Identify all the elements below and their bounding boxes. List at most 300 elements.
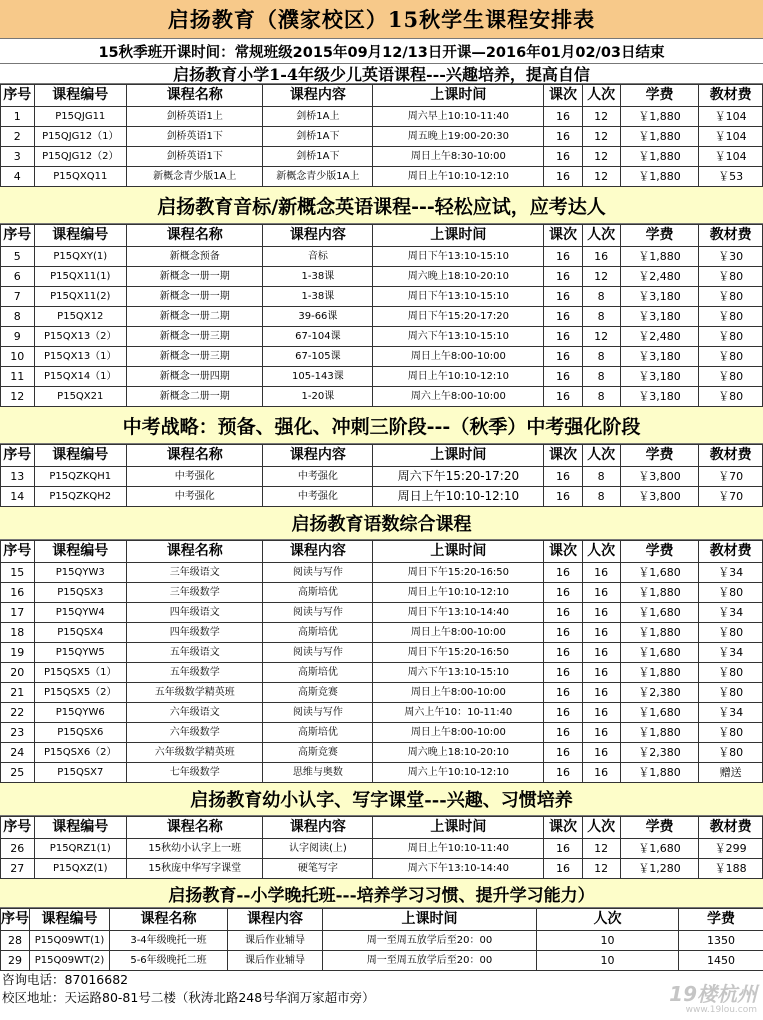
table-cell: 14 (1, 487, 35, 507)
table-cell: 16 (544, 367, 582, 387)
table-cell: 16 (582, 763, 620, 783)
table-row (1, 487, 763, 507)
table-cell: 周六晚上18:10-20:10 (373, 267, 544, 287)
table-cell: 8 (582, 387, 620, 407)
column-header: 课程编号 (34, 225, 127, 247)
column-header: 人次 (537, 909, 679, 931)
table-cell: 16 (544, 583, 582, 603)
table-cell: 3-4年级晚托一班 (110, 931, 228, 951)
table-cell: 10 (1, 347, 35, 367)
table-cell: ￥70 (699, 487, 763, 507)
column-header: 上课时间 (373, 541, 544, 563)
table-cell: 25 (1, 763, 35, 783)
table-cell: 105-143课 (263, 367, 373, 387)
table-cell: 新概念二册一期 (127, 387, 263, 407)
table-row (1, 931, 763, 951)
page-title: 启扬教育（濮家校区）15秋学生课程安排表 (0, 0, 763, 39)
table-cell: P15QSX5（1） (34, 663, 127, 683)
table-cell: ￥1,280 (620, 859, 699, 879)
table-cell: 16 (544, 487, 582, 507)
table-cell: 周一至周五放学后至20：00 (323, 951, 537, 971)
table-cell: 周日下午13:10-15:10 (373, 287, 544, 307)
table-cell: 5-6年级晚托二班 (110, 951, 228, 971)
table-cell: ￥80 (699, 743, 763, 763)
table-cell: 16 (544, 703, 582, 723)
table-cell: ￥80 (699, 583, 763, 603)
table-cell: 新概念一册一期 (127, 287, 263, 307)
column-header: 课程内容 (228, 909, 323, 931)
table-cell: P15QX13（2） (34, 327, 127, 347)
table-cell: 周六上午8:00-10:00 (373, 387, 544, 407)
table-cell: 阅读与写作 (263, 643, 373, 663)
table-cell: 周日下午15:20-17:20 (373, 307, 544, 327)
table-cell: ￥299 (699, 839, 763, 859)
table-cell: 8 (582, 307, 620, 327)
table-cell: 12 (582, 267, 620, 287)
table-cell: ￥1,880 (620, 663, 699, 683)
table-cell: 16 (544, 267, 582, 287)
column-header: 课程名称 (127, 817, 263, 839)
table-cell: ￥2,480 (620, 327, 699, 347)
table-cell: 3 (1, 147, 35, 167)
column-header: 人次 (582, 445, 620, 467)
table-cell: 16 (544, 603, 582, 623)
column-header: 课程名称 (127, 445, 263, 467)
table-cell: P15QXQ11 (34, 167, 127, 187)
column-header: 教材费 (699, 541, 763, 563)
table-cell: P15QX13（1） (34, 347, 127, 367)
table-cell: ￥80 (699, 723, 763, 743)
table-header-row (1, 85, 763, 107)
table-cell: ￥1,680 (620, 603, 699, 623)
watermark-logo (669, 982, 757, 1018)
table-cell: ￥1,880 (620, 623, 699, 643)
section-title: 启扬教育幼小认字、写字课堂---兴趣、习惯培养 (0, 783, 763, 816)
table-cell: 周六上午10：10-11:40 (373, 703, 544, 723)
table-cell: P15QSX3 (34, 583, 127, 603)
table-row (1, 623, 763, 643)
table-cell: ￥80 (699, 623, 763, 643)
table-cell: 周六晚上18:10-20:10 (373, 743, 544, 763)
table-cell: 1-38课 (263, 267, 373, 287)
table-cell: P15QJG11 (34, 107, 127, 127)
table-cell: ￥34 (699, 703, 763, 723)
table-row (1, 763, 763, 783)
table-cell: P15QX11(2) (34, 287, 127, 307)
table-cell: ￥3,180 (620, 287, 699, 307)
table-row (1, 663, 763, 683)
table-cell: 16 (582, 723, 620, 743)
table-cell: ￥1,880 (620, 147, 699, 167)
course-table (0, 444, 763, 507)
table-row (1, 167, 763, 187)
column-header: 教材费 (699, 445, 763, 467)
section-title: 启扬教育语数综合课程 (0, 507, 763, 540)
table-cell: 24 (1, 743, 35, 763)
table-cell: 高斯培优 (263, 723, 373, 743)
table-cell: 高斯培优 (263, 663, 373, 683)
table-cell: 2 (1, 127, 35, 147)
column-header: 人次 (582, 541, 620, 563)
table-cell: 7 (1, 287, 35, 307)
table-cell: 周日上午8:00-10:00 (373, 347, 544, 367)
table-cell: 20 (1, 663, 35, 683)
table-row (1, 723, 763, 743)
column-header: 人次 (582, 85, 620, 107)
column-header: 课程内容 (263, 85, 373, 107)
table-cell: P15QJG12（2） (34, 147, 127, 167)
table-cell: P15QRZ1(1) (34, 839, 127, 859)
table-cell: ￥2,380 (620, 683, 699, 703)
table-cell: 9 (1, 327, 35, 347)
table-cell: ￥1,880 (620, 247, 699, 267)
column-header: 学费 (620, 85, 699, 107)
table-cell: 周日下午13:10-14:40 (373, 603, 544, 623)
table-cell: 新概念青少版1A上 (127, 167, 263, 187)
course-table (0, 84, 763, 187)
table-cell: P15QYW6 (34, 703, 127, 723)
table-row (1, 307, 763, 327)
section-title: 启扬教育音标/新概念英语课程---轻松应试，应考达人 (0, 187, 763, 224)
table-cell: 新概念一册一期 (127, 267, 263, 287)
column-header: 上课时间 (373, 817, 544, 839)
table-cell: 21 (1, 683, 35, 703)
table-cell: P15QYW3 (34, 563, 127, 583)
table-cell: 16 (582, 623, 620, 643)
table-cell: 1350 (679, 931, 763, 951)
table-cell: ￥3,180 (620, 347, 699, 367)
table-row (1, 563, 763, 583)
table-cell: 17 (1, 603, 35, 623)
column-header: 学费 (620, 541, 699, 563)
column-header: 课次 (544, 817, 582, 839)
table-row (1, 603, 763, 623)
table-cell: 16 (544, 663, 582, 683)
table-cell: P15QSX5（2） (34, 683, 127, 703)
table-cell: 1-38课 (263, 287, 373, 307)
table-cell: 新概念一册二期 (127, 307, 263, 327)
table-cell: 8 (582, 487, 620, 507)
table-cell: 周日上午10:10-12:10 (373, 167, 544, 187)
table-cell: 12 (582, 127, 620, 147)
table-row (1, 643, 763, 663)
term-dates: 15秋季班开课时间：常规班级2015年09月12/13日开课—2016年01月02/03日结束 (0, 39, 763, 64)
table-cell: ￥3,180 (620, 387, 699, 407)
table-cell: 10 (537, 951, 679, 971)
table-cell: 1-20课 (263, 387, 373, 407)
table-cell: ￥80 (699, 663, 763, 683)
table-cell: 周日上午8:30-10:00 (373, 147, 544, 167)
column-header: 课程内容 (263, 817, 373, 839)
table-cell: 高斯培优 (263, 583, 373, 603)
table-cell: 16 (582, 703, 620, 723)
table-cell: P15QSX7 (34, 763, 127, 783)
column-header: 课程名称 (127, 225, 263, 247)
table-cell: 周日下午15:20-16:50 (373, 643, 544, 663)
table-cell: 8 (582, 367, 620, 387)
table-cell: 剑桥1A下 (263, 127, 373, 147)
table-row (1, 107, 763, 127)
table-cell: 12 (582, 327, 620, 347)
column-header: 课次 (544, 541, 582, 563)
table-cell: ￥104 (699, 127, 763, 147)
table-cell: 16 (544, 743, 582, 763)
table-cell: 1450 (679, 951, 763, 971)
table-cell: 四年级语文 (127, 603, 263, 623)
table-cell: 8 (582, 347, 620, 367)
table-cell: ￥80 (699, 327, 763, 347)
table-cell: ￥34 (699, 563, 763, 583)
table-cell: P15QXZ(1) (34, 859, 127, 879)
table-cell: 周六下午13:10-15:10 (373, 327, 544, 347)
table-cell: ￥104 (699, 147, 763, 167)
table-cell: 16 (544, 623, 582, 643)
table-cell: 29 (1, 951, 30, 971)
table-cell: 27 (1, 859, 35, 879)
table-cell: ￥70 (699, 467, 763, 487)
column-header: 课次 (544, 225, 582, 247)
column-header: 学费 (620, 225, 699, 247)
table-cell: ￥80 (699, 347, 763, 367)
column-header: 序号 (1, 225, 35, 247)
table-cell: ￥1,880 (620, 127, 699, 147)
column-header: 序号 (1, 85, 35, 107)
table-cell: 16 (544, 107, 582, 127)
table-cell: ￥34 (699, 643, 763, 663)
column-header: 上课时间 (323, 909, 537, 931)
table-cell: 中考强化 (263, 467, 373, 487)
column-header: 课程名称 (127, 541, 263, 563)
column-header: 课程名称 (127, 85, 263, 107)
table-row (1, 683, 763, 703)
table-cell: ￥1,680 (620, 839, 699, 859)
table-row (1, 347, 763, 367)
campus-address: 校区地址：天运路80-81号二楼（秋涛北路248号华润万家超市旁） (2, 990, 375, 1005)
course-sections (0, 64, 763, 879)
table-cell: 剑桥1A上 (263, 107, 373, 127)
table-row (1, 287, 763, 307)
table-cell: ￥80 (699, 387, 763, 407)
column-header: 课程编号 (34, 541, 127, 563)
column-header: 人次 (582, 225, 620, 247)
column-header: 学费 (620, 445, 699, 467)
watermark-url: www.19lou.com (685, 1005, 757, 1015)
column-header: 学费 (679, 909, 763, 931)
table-cell: 周六下午13:10-15:10 (373, 663, 544, 683)
table-cell: 16 (582, 583, 620, 603)
table-cell: P15QX14（1） (34, 367, 127, 387)
table-cell: 剑桥1A下 (263, 147, 373, 167)
table-cell: 19 (1, 643, 35, 663)
contact-phone: 咨询电话：87016682 (2, 972, 129, 987)
table-cell: 新概念一册三期 (127, 347, 263, 367)
table-cell: ￥3,180 (620, 367, 699, 387)
course-table (0, 540, 763, 783)
column-header: 课程编号 (34, 817, 127, 839)
table-cell: 5 (1, 247, 35, 267)
table-cell: 新概念一册四期 (127, 367, 263, 387)
table-cell: ￥80 (699, 267, 763, 287)
column-header: 序号 (1, 909, 30, 931)
table-cell: 28 (1, 931, 30, 951)
table-cell: 10 (537, 931, 679, 951)
table-cell: 新概念预备 (127, 247, 263, 267)
table-header-row (1, 445, 763, 467)
table-row (1, 743, 763, 763)
after-school-table (0, 908, 763, 971)
table-cell: 硬笔写字 (263, 859, 373, 879)
table-cell: 16 (582, 563, 620, 583)
table-cell: 中考强化 (127, 467, 263, 487)
course-table (0, 224, 763, 407)
table-cell: 22 (1, 703, 35, 723)
course-table (0, 816, 763, 879)
table-cell: P15QXY(1) (34, 247, 127, 267)
table-cell: 16 (582, 247, 620, 267)
table-cell: 五年级数学精英班 (127, 683, 263, 703)
table-cell: 16 (544, 127, 582, 147)
table-cell: ￥1,880 (620, 763, 699, 783)
table-cell: 23 (1, 723, 35, 743)
column-header: 序号 (1, 445, 35, 467)
table-row (1, 951, 763, 971)
table-cell: 12 (1, 387, 35, 407)
table-cell: 16 (544, 839, 582, 859)
table-cell: 12 (582, 147, 620, 167)
table-cell: ￥1,880 (620, 107, 699, 127)
table-cell: 16 (544, 147, 582, 167)
table-cell: P15QYW4 (34, 603, 127, 623)
table-cell: 16 (544, 247, 582, 267)
table-cell: ￥3,800 (620, 467, 699, 487)
section-title: 中考战略：预备、强化、冲刺三阶段---（秋季）中考强化阶段 (0, 407, 763, 444)
table-cell: P15QJG12（1） (34, 127, 127, 147)
table-cell: ￥1,680 (620, 563, 699, 583)
table-cell: 1 (1, 107, 35, 127)
table-cell: 音标 (263, 247, 373, 267)
table-cell: 26 (1, 839, 35, 859)
table-cell: P15QZKQH2 (34, 487, 127, 507)
table-cell: 18 (1, 623, 35, 643)
table-cell: 周六上午10:10-12:10 (373, 763, 544, 783)
column-header: 序号 (1, 817, 35, 839)
table-cell: 阅读与写作 (263, 703, 373, 723)
column-header: 教材费 (699, 85, 763, 107)
column-header: 学费 (620, 817, 699, 839)
table-cell: 4 (1, 167, 35, 187)
table-cell: 67-105课 (263, 347, 373, 367)
table-cell: 16 (544, 287, 582, 307)
table-cell: 16 (544, 307, 582, 327)
column-header: 课次 (544, 85, 582, 107)
table-cell: 周六下午15:20-17:20 (373, 467, 544, 487)
table-cell: 12 (582, 839, 620, 859)
table-cell: P15QX21 (34, 387, 127, 407)
table-cell: 课后作业辅导 (228, 931, 323, 951)
table-cell: P15QSX4 (34, 623, 127, 643)
table-cell: P15Q09WT(1) (30, 931, 110, 951)
table-cell: 六年级数学 (127, 723, 263, 743)
table-cell: 15 (1, 563, 35, 583)
column-header: 教材费 (699, 225, 763, 247)
table-cell: ￥1,680 (620, 703, 699, 723)
table-row (1, 267, 763, 287)
table-cell: 周日下午15:20-16:50 (373, 563, 544, 583)
table-cell: 16 (544, 327, 582, 347)
watermark-brand: 19楼杭州 (669, 982, 757, 1006)
table-cell: 67-104课 (263, 327, 373, 347)
section-title: 启扬教育小学1-4年级少儿英语课程---兴趣培养，提高自信 (0, 64, 763, 84)
column-header: 课次 (544, 445, 582, 467)
table-row (1, 703, 763, 723)
table-cell: 五年级语文 (127, 643, 263, 663)
column-header: 课程编号 (34, 445, 127, 467)
table-cell: ￥80 (699, 287, 763, 307)
table-cell: 六年级语文 (127, 703, 263, 723)
table-cell: P15QX11(1) (34, 267, 127, 287)
table-cell: 16 (582, 643, 620, 663)
table-cell: 思维与奥数 (263, 763, 373, 783)
table-cell: 16 (544, 723, 582, 743)
table-cell: ￥3,800 (620, 487, 699, 507)
table-cell: ￥2,380 (620, 743, 699, 763)
table-cell: ￥80 (699, 367, 763, 387)
column-header: 上课时间 (373, 225, 544, 247)
column-header: 课程名称 (110, 909, 228, 931)
table-row (1, 367, 763, 387)
table-cell: 16 (582, 603, 620, 623)
table-cell: 阅读与写作 (263, 603, 373, 623)
table-cell: ￥2,480 (620, 267, 699, 287)
table-cell: 五年级数学 (127, 663, 263, 683)
column-header: 人次 (582, 817, 620, 839)
table-cell: ￥80 (699, 683, 763, 703)
column-header: 教材费 (699, 817, 763, 839)
table-cell: 高斯培优 (263, 623, 373, 643)
table-row (1, 327, 763, 347)
table-cell: 12 (582, 107, 620, 127)
table-cell: ￥30 (699, 247, 763, 267)
column-header: 课程内容 (263, 541, 373, 563)
table-cell: ￥1,880 (620, 583, 699, 603)
table-cell: 15秋庞中华写字课堂 (127, 859, 263, 879)
table-row (1, 247, 763, 267)
table-cell: 高斯竞赛 (263, 683, 373, 703)
table-cell: ￥188 (699, 859, 763, 879)
table-cell: 阅读与写作 (263, 563, 373, 583)
table-cell: 8 (582, 467, 620, 487)
table-cell: ￥34 (699, 603, 763, 623)
table-cell: P15QSX6 (34, 723, 127, 743)
table-cell: 11 (1, 367, 35, 387)
table-cell: 新概念一册三期 (127, 327, 263, 347)
table-cell: 周日下午13:10-15:10 (373, 247, 544, 267)
table-cell: 高斯竞赛 (263, 743, 373, 763)
table-row (1, 387, 763, 407)
table-cell: P15QSX6（2） (34, 743, 127, 763)
table-cell: 12 (582, 167, 620, 187)
table-cell: ￥53 (699, 167, 763, 187)
table-cell: 剑桥英语1上 (127, 107, 263, 127)
table-cell: 周六早上10:10-11:40 (373, 107, 544, 127)
table-cell: 8 (582, 287, 620, 307)
column-header: 上课时间 (373, 445, 544, 467)
table-cell: 七年级数学 (127, 763, 263, 783)
table-cell: 新概念青少版1A上 (263, 167, 373, 187)
table-cell: 13 (1, 467, 35, 487)
table-header-row (1, 541, 763, 563)
table-cell: 周日上午10:10-12:10 (373, 487, 544, 507)
